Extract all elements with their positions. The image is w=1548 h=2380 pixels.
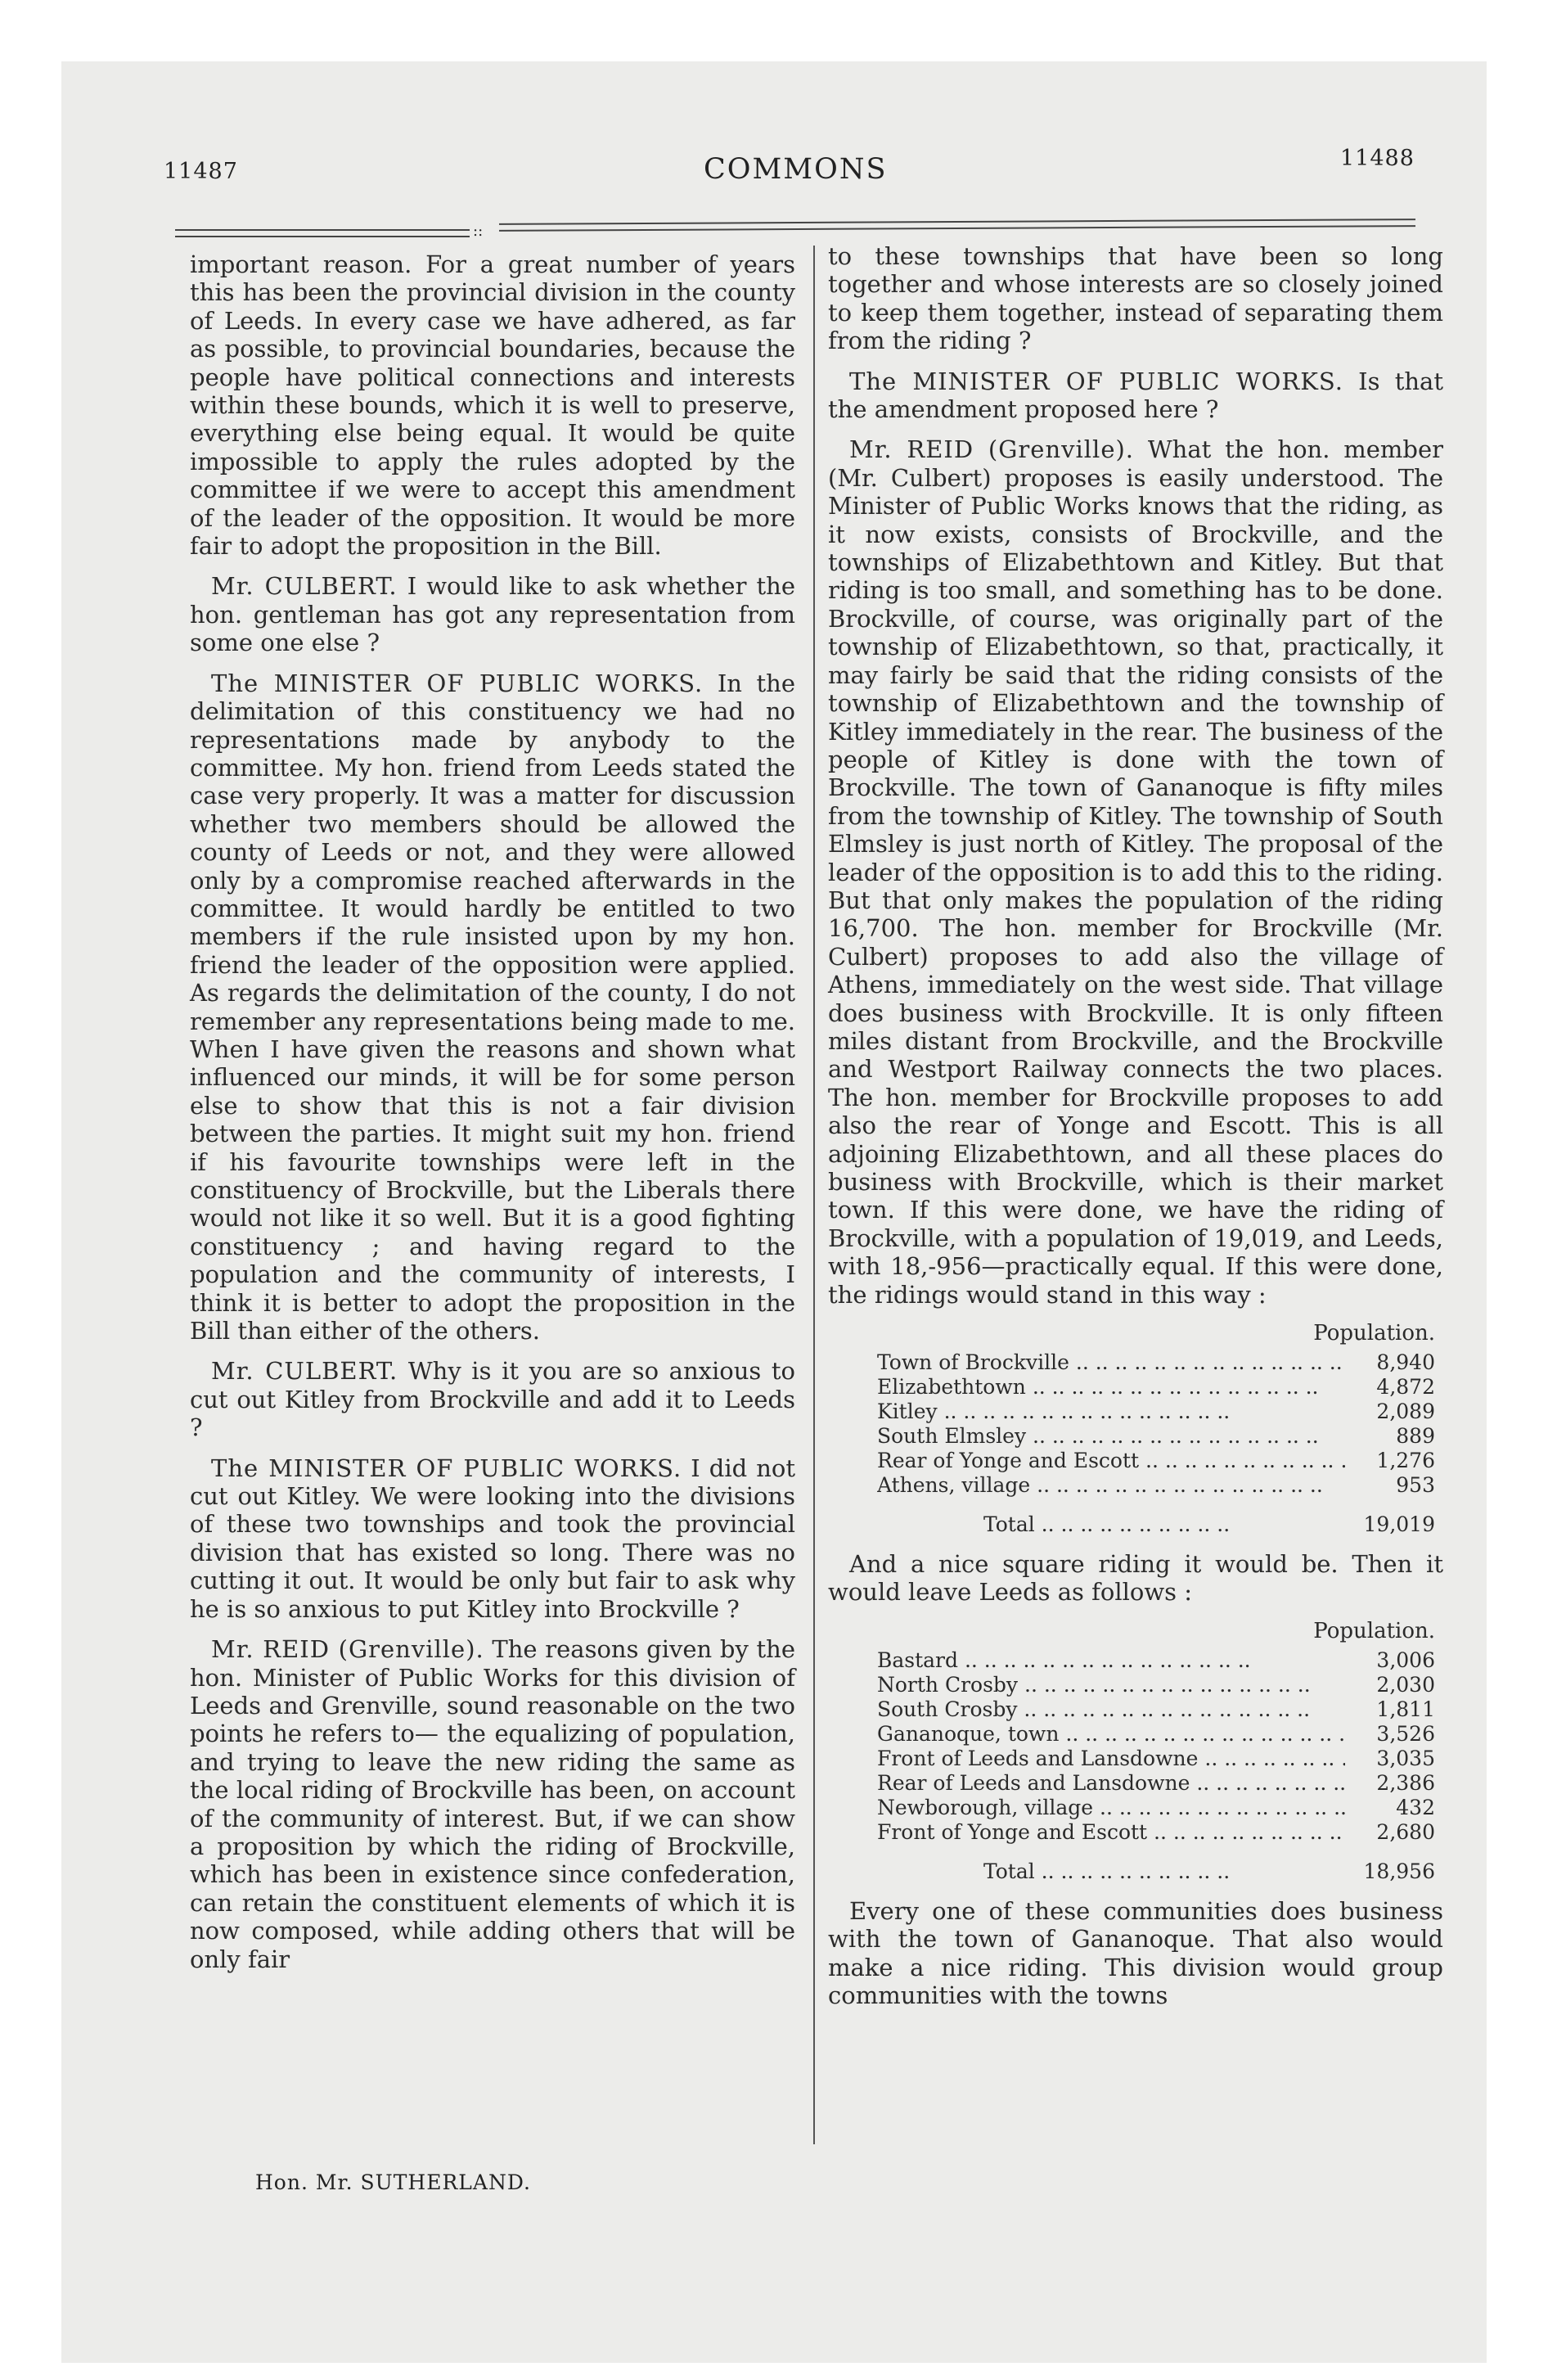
row-value: 2,680 [1376,1819,1435,1844]
column-divider [813,246,815,2144]
paragraph-text: Why is it you are so anxious to cut out Kitley from Brockville and add it to Leeds ? [190,1357,795,1442]
paragraph [190,1357,795,1441]
table-row [828,1673,1443,1697]
paragraph-text: What the hon. member (Mr. Culbert) proposes is easily understood. The Minister of Public Works knows that the riding, as it now exists, consists of Brockville, and the townships of Elizabethtown and Kitley. But that riding is too small, and something has to be done. Brockville, of course, was originally part of the township of Elizabethtown, so that, practically, it may fairly be said that the riding consists of the township of Elizabethtown and the township of Kitley immediately in the rear. The business of the people of Kitley is done with the town of Brockville. The town of Gananoque is fifty miles from the township of Kitley. The township of South Elmsley is just north of Kitley. The proposal of the leader of the opposition is to add this to the riding. But that only makes the population of the riding 16,700. The hon. member for Brockville (Mr. Culbert) proposes to add also the village of Athens, immediately on the west side. That village does business with Brockville. It is only fifteen miles distant from Brockville, and the Brockville and Westport Railway connects the two places. The hon. member for Brockville proposes to add also the rear of Yonge and Escott. This is all adjoining Elizabethtown, and all these places do business with Brockville, which is their market town. If this were done, we have the riding of Brockville, with a population of 19,019, and Leeds, with 18,-956—practically equal. If this were done, the ridings would stand in this way : [828,435,1444,1309]
row-label: South Crosby .. .. [877,1697,1345,1722]
row-label: Kitley .. .. [877,1400,1345,1424]
table-total-row [828,1512,1443,1537]
total-label: Total .. .. [983,1859,1345,1884]
paragraph-text: In the delimitation of this constituency we had no representations made by anybody to the committee. My hon. friend from Leeds stated the case very properly. It was a matter for discussion whether two members should be allowed the county of Leeds or not, and they were allowed only by a compromise reached afterwards in the committee. It would hardly be entitled to two members if the rule insisted upon by my hon. friend the leader of the opposition were applied. As regards the delimitation of the county, I do not remember any representations being made to me. When I have given the reasons and shown what influenced our minds, it will be for some person else to show that this is not a fair division between the parties. It might suit my hon. friend if his favourite townships were left in the constituency of Brockville, but the Liberals there would not like it so well. But it is a good fighting constituency ; and having regard to the population and the community of interests, I think it is better to adopt the proposition in the Bill than either of the others. [190,669,796,1346]
paragraph-text: I did not cut out Kitley. We were looking into the divisions of these two townships and took the provincial division that has existed so long. There was no cutting it out. It would be only but fair to ask why he is so anxious to put Kitley into Brockville ? [190,1454,796,1623]
row-value: 2,386 [1376,1770,1435,1795]
row-label: Bastard .. .. [877,1648,1345,1673]
population-table-leeds [828,1619,1443,1884]
speaker-name: The MINISTER OF PUBLIC WORKS. [849,367,1343,395]
table-row [828,1375,1443,1400]
row-label: Town of Brockville .. .. [877,1350,1345,1375]
paragraph [828,1897,1443,2010]
paragraph [190,572,795,656]
table-row [828,1400,1443,1424]
row-value: 3,035 [1376,1746,1435,1770]
table-row [828,1771,1443,1796]
row-value: 3,006 [1376,1648,1435,1672]
speaker-name: Mr. CULBERT. [211,1357,398,1386]
row-label: Newborough, village .. .. [877,1796,1345,1820]
row-value: 953 [1396,1473,1435,1498]
paragraph [190,669,795,1346]
table-heading: Population. [1313,1321,1435,1346]
row-label: North Crosby .. .. [877,1673,1345,1697]
row-value: 8,940 [1376,1350,1435,1375]
table-row [828,1697,1443,1722]
table-row [828,1473,1443,1498]
paragraph [828,367,1443,424]
row-value: 1,276 [1376,1449,1435,1473]
row-label: Front of Leeds and Lansdowne .. .. [877,1747,1345,1771]
paragraph-text: And a nice square riding it would be. Then it would leave Leeds as follows : [828,1550,1443,1607]
population-table-brockville [828,1321,1443,1537]
table-row [828,1796,1443,1820]
row-value: 1,811 [1376,1697,1435,1721]
total-value: 18,956 [1363,1859,1435,1883]
speaker-name: Mr. REID (Grenville). [849,435,1135,464]
paragraph [190,1454,795,1623]
table-row [828,1820,1443,1845]
row-value: 432 [1396,1795,1435,1819]
page-number-left: 11487 [164,159,238,184]
paragraph [190,250,795,560]
page-footer: Hon. Mr. SUTHERLAND. [255,2170,531,2194]
row-value: 4,872 [1376,1375,1435,1400]
table-total-row [828,1859,1443,1884]
rule-ornament: :: [473,223,484,240]
paragraph-text: I would like to ask whether the hon. gentleman has got any representation from some one else ? [190,572,795,657]
right-column [828,242,1443,2022]
row-label: Rear of Leeds and Lansdowne .. .. [877,1771,1345,1796]
paragraph [828,1550,1443,1607]
paragraph-text: important reason. For a great number of years this has been the provincial division in the county of Leeds. In every case we have adhered, as far as possible, to provincial boundaries, because the people have political connections and interests within these bounds, which it is well to preserve, everything else being equal. It would be quite impossible to apply the rules adopted by the committee if we were to accept this amendment of the leader of the opposition. It would be more fair to adopt the proposition in the Bill. [190,250,795,561]
table-row [828,1449,1443,1473]
header-rule [175,236,470,237]
paragraph-text: The reasons given by the hon. Minister of Public Works for this division of Leeds and Grenville, sound reasonable on the two points he refers to— the equalizing of population, and trying to leave the new riding the same as the local riding of Brockville has been, on account of the community of interest. But, if we can show a proposition by which the riding of Brockville, which has been in existence since confederation, can retain the constituent elements of which it is now composed, while adding others that will be only fair [190,1635,795,1973]
total-label: Total .. .. [983,1512,1345,1537]
paragraph-text: Is that the amendment proposed here ? [828,367,1443,424]
total-value: 19,019 [1363,1512,1435,1537]
row-value: 3,526 [1376,1721,1435,1746]
speaker-name: Mr. CULBERT. [211,572,398,601]
row-label: Gananoque, town .. .. [877,1722,1345,1747]
row-value: 889 [1396,1424,1435,1449]
speaker-name: Mr. REID (Grenville). [211,1635,484,1664]
row-label: Front of Yonge and Escott .. .. [877,1820,1345,1845]
left-column [190,250,795,1986]
paragraph-text: to these townships that have been so long together and whose interests are so closely joined to keep them together, instead of separating them from the riding ? [828,242,1443,355]
paragraph-text: Every one of these communities does business with the town of Gananoque. That also would make a nice riding. This division would group communities with the towns [828,1896,1443,2010]
row-value: 2,089 [1376,1400,1435,1424]
paragraph [828,242,1443,355]
table-row [828,1747,1443,1771]
page-title: COMMONS [704,153,888,186]
table-row [828,1350,1443,1375]
paragraph [828,435,1443,1309]
row-label: South Elmsley .. .. [877,1424,1345,1449]
row-label: Athens, village .. .. [877,1473,1345,1498]
table-heading: Population. [1313,1618,1435,1643]
row-label: Elizabethtown .. .. [877,1375,1345,1400]
page-number-right: 11488 [1340,146,1415,171]
table-row [828,1648,1443,1673]
row-label: Rear of Yonge and Escott .. .. [877,1449,1345,1473]
row-value: 2,030 [1376,1672,1435,1697]
table-row [828,1722,1443,1747]
speaker-name: The MINISTER OF PUBLIC WORKS. [211,669,704,697]
paragraph [190,1635,795,1973]
header-rule [175,229,470,231]
speaker-name: The MINISTER OF PUBLIC WORKS. [211,1454,682,1482]
table-row [828,1424,1443,1449]
